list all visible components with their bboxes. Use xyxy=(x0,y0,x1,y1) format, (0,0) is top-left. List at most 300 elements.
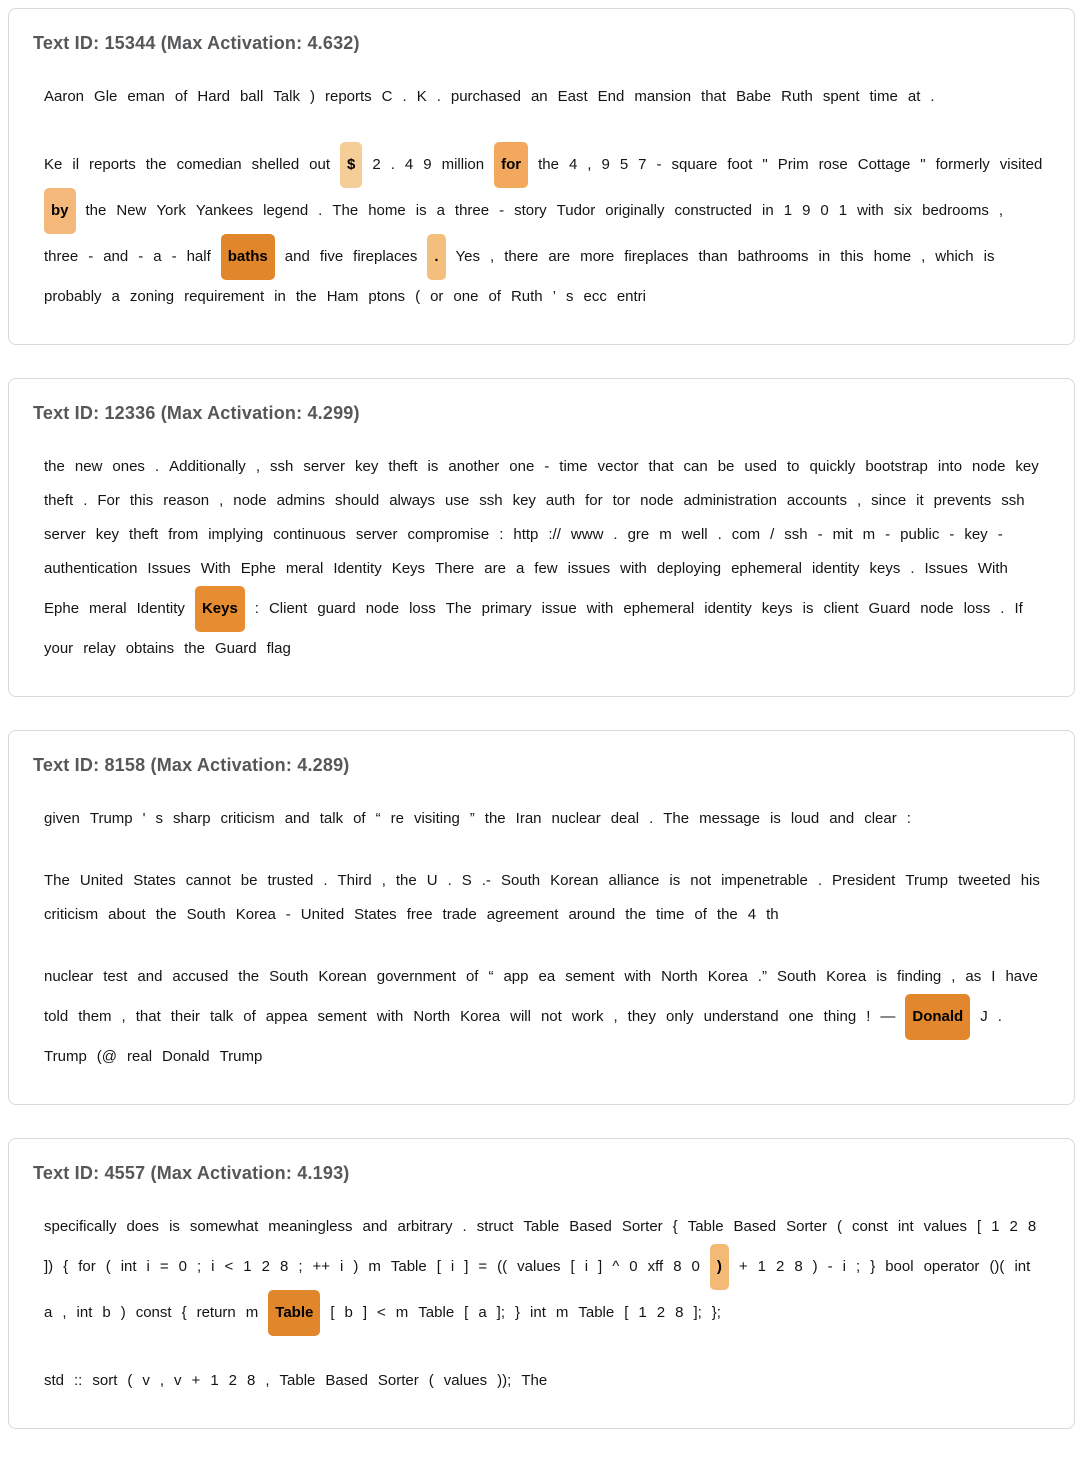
token: which xyxy=(935,248,974,265)
token: int xyxy=(120,1258,137,1275)
token: compromise xyxy=(407,526,490,543)
highlighted-token: $ xyxy=(340,142,362,188)
token: that xyxy=(701,88,727,105)
token: ( xyxy=(415,288,421,305)
token: one xyxy=(788,1008,814,1025)
token: The xyxy=(445,600,472,617)
token: the xyxy=(184,640,205,657)
token: agreement xyxy=(486,906,559,923)
card-body xyxy=(33,1210,1050,1398)
token: North xyxy=(661,968,698,985)
token: } xyxy=(870,1258,876,1275)
token: purchased xyxy=(450,88,521,105)
token: i xyxy=(340,1258,344,1275)
token: government xyxy=(376,968,456,985)
token: meaningless xyxy=(268,1218,353,1235)
token: Issues xyxy=(924,560,968,577)
token: ” xyxy=(469,810,475,827)
activation-card xyxy=(8,378,1075,697)
token: with xyxy=(624,968,652,985)
token: Guard xyxy=(868,600,911,617)
token: well xyxy=(681,526,708,543)
token: fireplaces xyxy=(624,248,689,265)
token: is xyxy=(769,810,781,827)
token: zoning xyxy=(129,288,175,305)
token: www xyxy=(570,526,604,543)
token: . xyxy=(649,810,654,827)
token: . xyxy=(447,872,452,889)
token: than xyxy=(698,248,728,265)
token: Issues xyxy=(147,560,191,577)
token: 2 xyxy=(228,1372,237,1389)
token: Prim xyxy=(777,156,809,173)
token: - xyxy=(138,248,144,265)
token: - xyxy=(949,526,955,543)
token: , xyxy=(613,1008,618,1025)
token: tweeted xyxy=(958,872,1011,889)
token: [ xyxy=(624,1304,629,1321)
token: s xyxy=(155,810,164,827)
token: 9 xyxy=(601,156,610,173)
token: meral xyxy=(89,600,127,617)
token: ssh xyxy=(1001,492,1025,509)
token: primary xyxy=(481,600,532,617)
token: th xyxy=(766,906,779,923)
token: entri xyxy=(616,288,647,305)
token: guard xyxy=(317,600,356,617)
token: appea xyxy=(265,1008,308,1025)
token: Korean xyxy=(318,968,367,985)
token: 1 xyxy=(991,1218,1000,1235)
token: implying xyxy=(208,526,264,543)
token: Sorter xyxy=(621,1218,663,1235)
token: ptons xyxy=(368,288,406,305)
token: ) xyxy=(353,1258,359,1275)
token: talk xyxy=(319,810,344,827)
token: thing xyxy=(823,1008,857,1025)
token: requirement xyxy=(184,288,265,305)
token: gre xyxy=(627,526,650,543)
token: legend xyxy=(263,202,309,219)
token: xff xyxy=(647,1258,664,1275)
card-list xyxy=(8,8,1075,1429)
token: home xyxy=(368,202,406,219)
token: int xyxy=(530,1304,546,1321)
token: { xyxy=(672,1218,678,1235)
token: the xyxy=(484,810,506,827)
token: an xyxy=(530,88,548,105)
token: five xyxy=(319,248,344,265)
token: issue xyxy=(541,600,577,617)
token: node xyxy=(920,600,954,617)
token: in xyxy=(762,202,774,219)
token: Third xyxy=(337,872,372,889)
token: time xyxy=(656,906,685,923)
highlighted-token: ) xyxy=(710,1244,729,1290)
token: 2 xyxy=(1009,1218,1018,1235)
token: [ xyxy=(464,1304,469,1321)
token: i xyxy=(146,1258,150,1275)
token: used xyxy=(744,458,777,475)
token: , xyxy=(159,1372,165,1389)
token: Tudor xyxy=(556,202,596,219)
token: . xyxy=(402,88,407,105)
token: - xyxy=(285,906,291,923)
token: are xyxy=(484,560,506,577)
token: Based xyxy=(733,1218,777,1235)
token: and xyxy=(137,968,163,985)
activation-card xyxy=(8,730,1075,1105)
token: South xyxy=(186,906,226,923)
token: v xyxy=(174,1372,182,1389)
token: loss xyxy=(409,600,436,617)
highlighted-token: by xyxy=(44,188,76,234)
highlighted-token: Donald xyxy=(905,994,970,1040)
token: ] xyxy=(362,1304,368,1321)
token: can xyxy=(683,458,708,475)
token: const xyxy=(851,1218,888,1235)
token: If xyxy=(1014,600,1023,617)
token: reports xyxy=(89,156,136,173)
token: . xyxy=(717,526,722,543)
token: app xyxy=(503,968,529,985)
token: to xyxy=(786,458,800,475)
token: server xyxy=(44,526,86,543)
token: 8 xyxy=(794,1258,803,1275)
token: int xyxy=(76,1304,93,1321)
token: . xyxy=(436,88,441,105)
token: million xyxy=(441,156,485,173)
token: in xyxy=(274,288,286,305)
token: key xyxy=(964,526,988,543)
token: m xyxy=(862,526,876,543)
token: m xyxy=(245,1304,259,1321)
token: : xyxy=(254,600,259,617)
token: 8 xyxy=(1027,1218,1037,1235)
highlighted-token: baths xyxy=(221,234,275,280)
token: keys xyxy=(761,600,793,617)
token: Table xyxy=(390,1258,427,1275)
token: nuclear xyxy=(551,810,601,827)
token: the xyxy=(85,202,107,219)
token: [ xyxy=(570,1258,575,1275)
token: shelled xyxy=(251,156,300,173)
token: criticism xyxy=(44,906,99,923)
token: , xyxy=(951,968,956,985)
token: South xyxy=(500,872,541,889)
token: the xyxy=(538,156,559,173)
token: key xyxy=(512,492,536,509)
token: square xyxy=(671,156,718,173)
token: = xyxy=(478,1258,488,1275)
token: 4 xyxy=(568,156,578,173)
token: client xyxy=(823,600,859,617)
token: }; xyxy=(711,1304,721,1321)
token: . xyxy=(462,1218,467,1235)
token: be xyxy=(240,872,258,889)
token: key xyxy=(1015,458,1039,475)
token: Ham xyxy=(326,288,359,305)
token: ; xyxy=(856,1258,861,1275)
token: a xyxy=(478,1304,487,1321)
token: Ephe xyxy=(44,600,80,617)
token: Yankees xyxy=(195,202,254,219)
token: obtains xyxy=(125,640,175,657)
token: one xyxy=(453,288,479,305)
token: sement xyxy=(317,1008,367,1025)
token: Iran xyxy=(515,810,542,827)
token: the xyxy=(716,906,738,923)
token: Additionally xyxy=(169,458,246,475)
token: ) xyxy=(120,1304,126,1321)
token-paragraph xyxy=(33,1210,1050,1336)
token: - xyxy=(817,526,823,543)
token: , xyxy=(381,872,386,889)
token: ()( xyxy=(989,1258,1005,1275)
token: End xyxy=(597,88,625,105)
token: spent xyxy=(822,88,860,105)
token: that xyxy=(135,1008,161,1025)
token: :// xyxy=(548,526,561,543)
token: ephemeral xyxy=(731,560,802,577)
token: Donald xyxy=(162,1048,210,1065)
token: ; xyxy=(197,1258,202,1275)
token: The xyxy=(663,810,690,827)
token: time xyxy=(869,88,898,105)
token: m xyxy=(368,1258,381,1275)
token: a xyxy=(515,560,525,577)
card-body xyxy=(33,80,1050,314)
token: " xyxy=(920,156,926,173)
token: be xyxy=(717,458,735,475)
highlighted-token: . xyxy=(427,234,445,280)
token: ea xyxy=(538,968,556,985)
token: East xyxy=(557,88,588,105)
token: from xyxy=(168,526,199,543)
token: 0 xyxy=(820,202,829,219)
activation-card xyxy=(8,1138,1075,1429)
token: ( xyxy=(105,1258,111,1275)
token: eman xyxy=(127,88,165,105)
token: Based xyxy=(325,1372,368,1389)
token: ; xyxy=(298,1258,303,1275)
token: 2 xyxy=(372,156,381,173)
token: int xyxy=(897,1218,914,1235)
token: ( xyxy=(428,1372,434,1389)
token: States xyxy=(354,906,397,923)
token: 1 xyxy=(638,1304,647,1321)
token: South xyxy=(269,968,309,985)
token: = xyxy=(159,1258,169,1275)
token: , xyxy=(587,156,592,173)
token: time xyxy=(559,458,588,475)
token: ]) xyxy=(44,1258,54,1275)
token: .- xyxy=(481,872,491,889)
token: loss xyxy=(963,600,991,617)
token: . xyxy=(817,872,822,889)
token: ssh xyxy=(479,492,503,509)
token: understand xyxy=(703,1008,779,1025)
token: , xyxy=(856,492,862,509)
token: node xyxy=(365,600,400,617)
token: specifically xyxy=(44,1218,117,1235)
token: - xyxy=(88,248,94,265)
token-paragraph xyxy=(33,450,1050,666)
token: ball xyxy=(239,88,264,105)
token: std xyxy=(44,1372,65,1389)
token: Korea xyxy=(235,906,276,923)
card-body xyxy=(33,802,1050,1074)
token: ’ xyxy=(552,288,556,305)
token: out xyxy=(309,156,331,173)
token: ! xyxy=(866,1008,871,1025)
token: :: xyxy=(74,1372,83,1389)
token: of xyxy=(488,288,501,305)
token: , xyxy=(921,248,926,265)
token: prevents xyxy=(933,492,992,509)
token: 4 xyxy=(404,156,414,173)
token: Korean xyxy=(550,872,599,889)
token: three xyxy=(454,202,490,219)
token: Korea xyxy=(460,1008,501,1025)
token: S xyxy=(461,872,472,889)
token: bootstrap xyxy=(865,458,928,475)
token: node xyxy=(233,492,267,509)
token: , xyxy=(998,202,1003,219)
token: finding xyxy=(897,968,942,985)
token: Aaron xyxy=(44,88,85,105)
token: their xyxy=(170,1008,200,1025)
token: that xyxy=(648,458,674,475)
token: 1 xyxy=(757,1258,766,1275)
token: fireplaces xyxy=(353,248,418,265)
token: always xyxy=(389,492,436,509)
token: foot xyxy=(727,156,753,173)
card-title: Text ID: 12336 (Max Activation: 4.299) xyxy=(33,403,360,423)
token: impenetrable xyxy=(721,872,808,889)
token: is xyxy=(983,248,995,265)
token: three xyxy=(44,248,79,265)
token: 1 xyxy=(243,1258,252,1275)
token: + xyxy=(738,1258,748,1275)
token: and xyxy=(362,1218,388,1235)
token: reason xyxy=(163,492,210,509)
token: const xyxy=(135,1304,172,1321)
token: another xyxy=(448,458,500,475)
token: “ xyxy=(488,968,494,985)
token: or xyxy=(430,288,444,305)
token: talk xyxy=(209,1008,234,1025)
token: visited xyxy=(999,156,1043,173)
token: m xyxy=(395,1304,409,1321)
token: ]; xyxy=(496,1304,506,1321)
token: the xyxy=(44,458,65,475)
token: i xyxy=(450,1258,455,1275)
token: Ruth xyxy=(510,288,543,305)
token: - xyxy=(499,202,505,219)
token: criticism xyxy=(220,810,275,827)
token: Ephe xyxy=(240,560,276,577)
token: not xyxy=(540,1008,562,1025)
token: 7 xyxy=(638,156,647,173)
token: for xyxy=(78,1258,96,1275)
token: with xyxy=(586,600,614,617)
token: few xyxy=(534,560,558,577)
token: m xyxy=(555,1304,569,1321)
token: )); xyxy=(497,1372,512,1389)
token-paragraph xyxy=(33,1364,1050,1398)
token: return xyxy=(196,1304,236,1321)
token: re xyxy=(390,810,404,827)
token: clear xyxy=(864,810,897,827)
token: - xyxy=(827,1258,833,1275)
token: ephemeral xyxy=(623,600,695,617)
token: - xyxy=(885,526,891,543)
token: [ xyxy=(330,1304,335,1321)
token: cannot xyxy=(185,872,231,889)
token: will xyxy=(510,1008,531,1025)
token: York xyxy=(156,202,186,219)
token: key xyxy=(355,458,379,475)
card-body xyxy=(33,450,1050,666)
highlighted-token: Keys xyxy=(195,586,245,632)
token: ] xyxy=(598,1258,603,1275)
token: - xyxy=(656,156,662,173)
token: admins xyxy=(276,492,325,509)
token: new xyxy=(74,458,103,475)
token: < xyxy=(224,1258,234,1275)
token-paragraph xyxy=(33,142,1050,314)
token: " xyxy=(762,156,768,173)
token: : xyxy=(906,810,911,827)
token: , xyxy=(62,1304,67,1321)
token: relay xyxy=(83,640,116,657)
token: Trump xyxy=(44,1048,87,1065)
token: in xyxy=(818,248,831,265)
token: them xyxy=(78,1008,112,1025)
token: President xyxy=(831,872,896,889)
token: tor xyxy=(612,492,631,509)
token: ) xyxy=(309,88,315,105)
token: b xyxy=(102,1304,111,1321)
token: - xyxy=(544,458,550,475)
token: administration xyxy=(683,492,777,509)
token: a xyxy=(111,288,120,305)
token: il xyxy=(72,156,80,173)
highlighted-token: for xyxy=(494,142,528,188)
token: of xyxy=(694,906,707,923)
token: 4 xyxy=(747,906,757,923)
token: is xyxy=(876,968,888,985)
token: Client xyxy=(268,600,308,617)
token-paragraph xyxy=(33,960,1050,1074)
token: Ke xyxy=(44,156,63,173)
token: as xyxy=(965,968,982,985)
token: bedrooms xyxy=(922,202,989,219)
token: operator xyxy=(923,1258,980,1275)
token: . xyxy=(997,1008,1002,1025)
token: ] xyxy=(464,1258,469,1275)
token: North xyxy=(413,1008,451,1025)
token: public xyxy=(900,526,940,543)
token: Table xyxy=(418,1304,455,1321)
token: 2 xyxy=(775,1258,785,1275)
token: i xyxy=(584,1258,589,1275)
token: vector xyxy=(597,458,639,475)
token: of xyxy=(243,1008,256,1025)
token: 8 xyxy=(675,1304,684,1321)
token: Table xyxy=(687,1218,724,1235)
